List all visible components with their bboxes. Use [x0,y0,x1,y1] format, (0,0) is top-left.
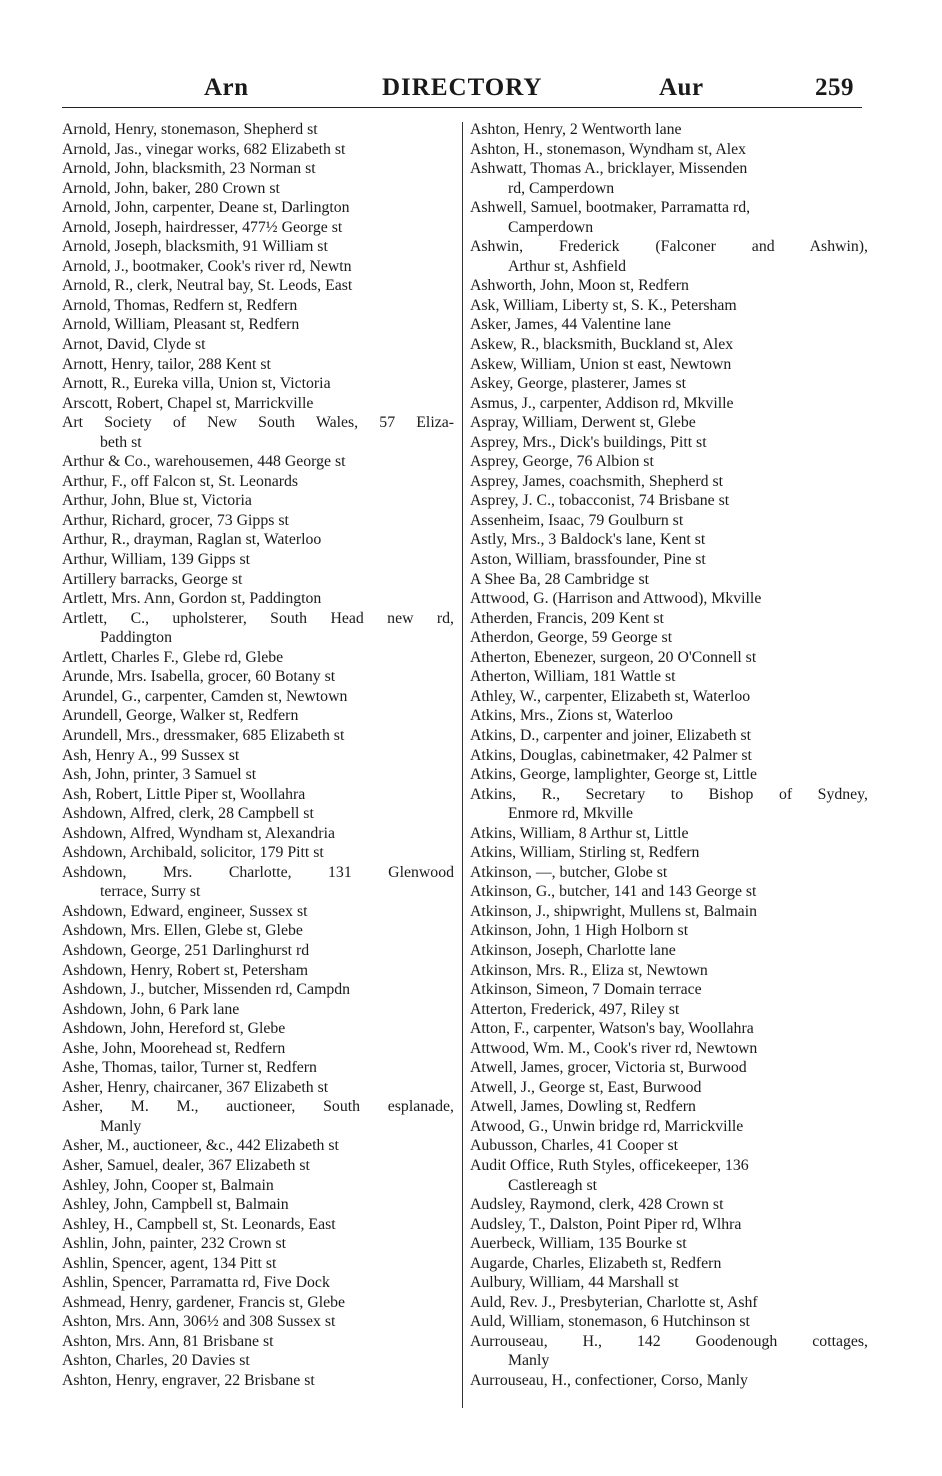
directory-entry: Arthur, Richard, grocer, 73 Gipps st [62,511,289,529]
directory-entry: Atkinson, —, butcher, Globe st [470,863,668,881]
directory-entry: Athley, W., carpenter, Elizabeth st, Waterloo [470,687,751,705]
directory-entry: Arnold, John, blacksmith, 23 Norman st [62,160,316,178]
directory-entry: Asprey, George, 76 Albion st [470,453,654,471]
directory-entry: Atwell, James, grocer, Victoria st, Burwood [470,1059,747,1077]
directory-entry: Auerbeck, William, 135 Bourke st [470,1235,687,1253]
directory-entry: Ashdown, John, 6 Park lane [62,1000,240,1018]
directory-entry: A Shee Ba, 28 Cambridge st [470,570,650,588]
directory-entry: Arnold, Jas., vinegar works, 682 Elizabeth st [62,140,346,158]
directory-entry: Atkins, Douglas, cabinetmaker, 42 Palmer st [470,746,752,764]
column-divider [462,122,463,1408]
directory-entry: Artlett, Charles F., Glebe rd, Glebe [62,648,284,666]
directory-entry: Arnold, John, carpenter, Deane st, Darlington [62,199,350,217]
directory-entry: Asher, M. M., auctioneer, South esplanade, [62,1098,454,1116]
directory-entry: Arnold, R., clerk, Neutral bay, St. Leods, East [62,277,353,295]
left-column [62,120,454,1391]
directory-entry: Arthur, F., off Falcon st, St. Leonards [62,472,299,490]
directory-entry: Ashwatt, Thomas A., bricklayer, Missenden [470,160,748,178]
directory-entry: Askey, George, plasterer, James st [470,375,687,393]
directory-entry: Audsley, Raymond, clerk, 428 Crown st [470,1196,724,1214]
directory-entry: Aurrouseau, H., confectioner, Corso, Manly [470,1372,748,1389]
directory-entry-continuation: Camperdown [508,218,594,236]
directory-entry: Ashton, Mrs. Ann, 81 Brisbane st [62,1332,274,1350]
directory-entry-continuation: Arthur st, Ashfield [508,257,627,275]
header-title: DIRECTORY [382,74,543,101]
directory-entry: Askew, William, Union st east, Newtown [470,355,732,373]
directory-entry: Asprey, James, coachsmith, Shepherd st [470,472,723,490]
directory-entry: Atwell, James, Dowling st, Redfern [470,1098,696,1116]
directory-entry: Atkinson, J., shipwright, Mullens st, Balmain [470,902,757,920]
directory-entry: Attwood, G. (Harrison and Attwood), Mkville [470,590,762,608]
directory-entry: Ashdown, George, 251 Darlinghurst rd [62,941,310,959]
directory-entry: Ashe, John, Moorehead st, Redfern [62,1039,286,1057]
directory-entry: Aston, William, brassfounder, Pine st [470,551,706,569]
directory-entry: Ashdown, Henry, Robert st, Petersham [62,961,308,979]
directory-entry: Asher, Samuel, dealer, 367 Elizabeth st [62,1156,310,1174]
page-number: 259 [815,74,854,101]
directory-entry: Arnold, J., bootmaker, Cook's river rd, Newtn [62,257,352,275]
directory-entry: Atkins, D., carpenter and joiner, Elizabeth st [470,726,751,744]
directory-entry: Atkins, Mrs., Zions st, Waterloo [470,707,673,725]
directory-entry: Atkinson, John, 1 High Holborn st [470,922,689,940]
directory-entry: Ashe, Thomas, tailor, Turner st, Redfern [62,1059,317,1077]
directory-entry-continuation: rd, Camperdown [508,179,615,197]
directory-entry-continuation: Manly [100,1117,142,1135]
directory-entry: Astly, Mrs., 3 Baldock's lane, Kent st [470,531,706,549]
directory-entry: Ash, John, printer, 3 Samuel st [62,766,257,784]
directory-entry-continuation: Manly [508,1352,550,1370]
directory-entry: Ashdown, Archibald, solicitor, 179 Pitt st [62,844,324,862]
directory-entry: Ashwin, Frederick (Falconer and Ashwin), [470,238,868,256]
directory-entry: Ashdown, Edward, engineer, Sussex st [62,902,308,920]
directory-entry: Atkinson, Simeon, 7 Domain terrace [470,981,702,999]
directory-entry: Atton, F., carpenter, Watson's bay, Woollahra [470,1020,754,1038]
directory-entry: Atherton, William, 181 Wattle st [470,668,676,686]
directory-entry: Ashdown, Mrs. Ellen, Glebe st, Glebe [62,922,303,940]
directory-entry: Aurrouseau, H., 142 Goodenough cottages, [470,1332,868,1350]
directory-entry-continuation: Paddington [100,629,172,647]
directory-entry: Atherden, Francis, 209 Kent st [470,609,664,627]
header-rule [62,107,862,108]
directory-entry: Arthur, John, Blue st, Victoria [62,492,252,510]
directory-entry: Atkinson, G., butcher, 141 and 143 George st [470,883,757,901]
directory-entry-continuation: terrace, Surry st [100,883,201,901]
directory-entry-continuation: Enmore rd, Mkville [508,805,634,823]
directory-entry: Audsley, T., Dalston, Point Piper rd, Wlhra [470,1215,742,1233]
directory-entry: Atwood, G., Unwin bridge rd, Marrickville [470,1117,744,1135]
directory-entry: Ashmead, Henry, gardener, Francis st, Glebe [62,1293,346,1311]
directory-entry: Asher, Henry, chaircaner, 367 Elizabeth st [62,1078,329,1096]
directory-entry-continuation: Castlereagh st [508,1176,598,1194]
directory-entry: Arundel, G., carpenter, Camden st, Newtown [62,687,348,705]
directory-entry: Ashdown, Alfred, Wyndham st, Alexandria [62,824,335,842]
directory-entry: Ashdown, J., butcher, Missenden rd, Campdn [62,981,351,999]
directory-entry: Asker, James, 44 Valentine lane [470,316,671,334]
directory-entry: Ashdown, Alfred, clerk, 28 Campbell st [62,805,314,823]
directory-entry: Arnold, Henry, stonemason, Shepherd st [62,121,318,138]
directory-entry: Atkinson, Joseph, Charlotte lane [470,941,676,959]
directory-entry: Ashlin, Spencer, Parramatta rd, Five Dock [62,1274,330,1292]
directory-entry: Artillery barracks, George st [62,570,243,588]
directory-entry: Arnold, William, Pleasant st, Redfern [62,316,300,334]
directory-entry: Arnot, David, Clyde st [62,336,206,354]
directory-entry: Ashton, H., stonemason, Wyndham st, Alex [470,140,747,158]
directory-entry: Askew, R., blacksmith, Buckland st, Alex [470,336,734,354]
directory-entry: Atkinson, Mrs. R., Eliza st, Newtown [470,961,708,979]
directory-entry: Auld, William, stonemason, 6 Hutchinson st [470,1313,750,1331]
directory-entry: Ashley, H., Campbell st, St. Leonards, East [62,1215,336,1233]
directory-entry: Aspray, William, Derwent st, Glebe [470,414,696,432]
directory-entry: Ashton, Henry, 2 Wentworth lane [470,121,682,138]
page-header [0,74,942,108]
directory-entry: Atkins, William, Stirling st, Redfern [470,844,700,862]
directory-entry: Auld, Rev. J., Presbyterian, Charlotte st, Ashf [470,1293,758,1311]
header-right-guide-word: Aur [659,74,704,101]
directory-entry: Art Society of New South Wales, 57 Eliza- [62,414,454,432]
directory-entry: Ashley, John, Cooper st, Balmain [62,1176,274,1194]
directory-entry: Ask, William, Liberty st, S. K., Petersham [470,296,737,314]
directory-entry: Atkins, William, 8 Arthur st, Little [470,824,689,842]
directory-entry: Ash, Henry A., 99 Sussex st [62,746,240,764]
directory-entry: Arnold, Thomas, Redfern st, Redfern [62,296,298,314]
directory-entry: Ash, Robert, Little Piper st, Woollahra [62,785,306,803]
directory-entry: Atwell, J., George st, East, Burwood [470,1078,702,1096]
directory-entry: Ashton, Mrs. Ann, 306½ and 308 Sussex st [62,1313,336,1331]
directory-entry: Arthur, William, 139 Gipps st [62,551,250,569]
directory-entry: Arthur & Co., warehousemen, 448 George st [62,453,346,471]
directory-entry: Ashton, Charles, 20 Davies st [62,1352,250,1370]
header-left-guide-word: Arn [204,74,249,101]
directory-entry: Ashlin, Spencer, agent, 134 Pitt st [62,1254,277,1272]
directory-entry: Ashdown, John, Hereford st, Glebe [62,1020,286,1038]
directory-entry: Arundell, Mrs., dressmaker, 685 Elizabeth st [62,726,345,744]
directory-entry: Arscott, Robert, Chapel st, Marrickville [62,394,314,412]
directory-entry: Arundell, George, Walker st, Redfern [62,707,299,725]
directory-entry: Ashdown, Mrs. Charlotte, 131 Glenwood [62,863,454,881]
directory-entry: Arunde, Mrs. Isabella, grocer, 60 Botany st [62,668,336,686]
directory-entry: Asher, M., auctioneer, &c., 442 Elizabeth st [62,1137,339,1155]
directory-entry: Atkins, George, lamplighter, George st, Little [470,766,758,784]
directory-entry: Arthur, R., drayman, Raglan st, Waterloo [62,531,322,549]
directory-entry: Ashworth, John, Moon st, Redfern [470,277,689,295]
directory-entry-continuation: beth st [100,433,142,451]
directory-entry: Aulbury, William, 44 Marshall st [470,1274,679,1292]
directory-entry: Asprey, J. C., tobacconist, 74 Brisbane st [470,492,730,510]
directory-entry: Atterton, Frederick, 497, Riley st [470,1000,680,1018]
directory-entry: Asmus, J., carpenter, Addison rd, Mkville [470,394,734,412]
directory-entry: Artlett, C., upholsterer, South Head new rd, [62,609,454,627]
directory-entry: Arnott, Henry, tailor, 288 Kent st [62,355,271,373]
directory-entry: Attwood, Wm. M., Cook's river rd, Newtown [470,1039,758,1057]
directory-entry: Ashley, John, Campbell st, Balmain [62,1196,289,1214]
directory-entry: Audit Office, Ruth Styles, officekeeper, 136 [470,1156,749,1174]
directory-entry: Ashwell, Samuel, bootmaker, Parramatta rd, [470,199,751,217]
directory-entry: Assenheim, Isaac, 79 Goulburn st [470,511,684,529]
directory-entry: Aubusson, Charles, 41 Cooper st [470,1137,678,1155]
right-column [470,120,868,1391]
directory-entry: Ashton, Henry, engraver, 22 Brisbane st [62,1372,315,1389]
directory-entry: Arnold, Joseph, blacksmith, 91 William st [62,238,328,256]
directory-entry: Atherdon, George, 59 George st [470,629,673,647]
directory-entry: Arnott, R., Eureka villa, Union st, Victoria [62,375,331,393]
directory-entry: Augarde, Charles, Elizabeth st, Redfern [470,1254,722,1272]
directory-entry: Atkins, R., Secretary to Bishop of Sydney, [470,785,868,803]
directory-entry: Atherton, Ebenezer, surgeon, 20 O'Connell st [470,648,757,666]
directory-entry: Arnold, John, baker, 280 Crown st [62,179,280,197]
directory-entry: Artlett, Mrs. Ann, Gordon st, Paddington [62,590,322,608]
directory-entry: Arnold, Joseph, hairdresser, 477½ George st [62,218,343,236]
directory-entry: Ashlin, John, painter, 232 Crown st [62,1235,287,1253]
directory-entry: Asprey, Mrs., Dick's buildings, Pitt st [470,433,707,451]
